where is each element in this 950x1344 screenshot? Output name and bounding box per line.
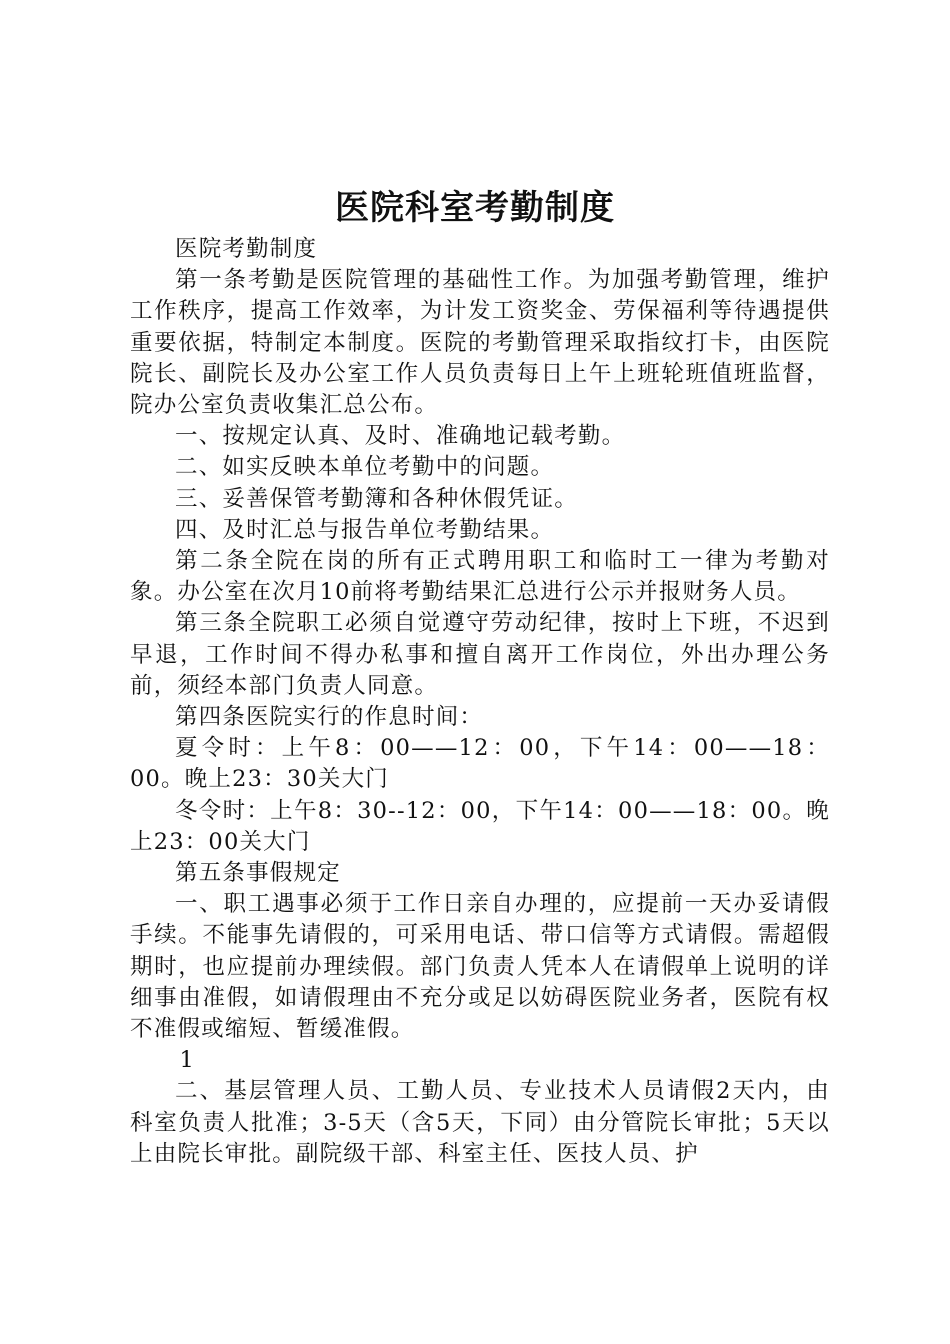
paragraph-subtitle: 医院考勤制度	[175, 236, 318, 262]
paragraph-summer-schedule: 夏令时：上午8：00——12：00，下午14：00——18：00。晚上23：30关大门	[130, 735, 830, 793]
paragraph-item-1: 一、按规定认真、及时、准确地记载考勤。	[175, 423, 626, 450]
paragraph-leave-rule-1: 一、职工遇事必须于工作日亲自办理的，应提前一天办妥请假手续。不能事先请假的，可采用电话、带口信等方式请假。需超假期时，也应提前办理续假。部门负责人凭本人在请假单上说明的详细事由准假，如请假理由不充分或足以妨碍医院业务者，医院有权不准假或缩短、暂缓准假。	[130, 891, 830, 1043]
document-body	[130, 234, 830, 1170]
page-number: 1	[179, 1047, 196, 1074]
paragraph-item-3: 三、妥善保管考勤簿和各种休假凭证。	[175, 485, 578, 512]
paragraph-article-3: 第三条全院职工必须自觉遵守劳动纪律，按时上下班，不迟到早退，工作时间不得办私事和擅自离开工作岗位，外出办理公务前，须经本部门负责人同意。	[130, 610, 830, 699]
paragraph-leave-rule-2: 二、基层管理人员、工勤人员、专业技术人员请假2天内，由科室负责人批准；3-5天（含5天，下同）由分管院长审批；5天以上由院长审批。副院级干部、科室主任、医技人员、护	[130, 1078, 830, 1167]
paragraph-article-4: 第四条医院实行的作息时间：	[175, 704, 484, 731]
paragraph-winter-schedule: 冬令时：上午8：30--12：00，下午14：00——18：00。晚上23：00关大门	[130, 797, 830, 855]
document-title: 医院科室考勤制度	[335, 188, 615, 228]
paragraph-article-2: 第二条全院在岗的所有正式聘用职工和临时工一律为考勤对象。办公室在次月10前将考勤结果汇总进行公示并报财务人员。	[130, 548, 830, 606]
paragraph-item-2: 二、如实反映本单位考勤中的问题。	[175, 454, 555, 481]
paragraph-article-1: 第一条考勤是医院管理的基础性工作。为加强考勤管理，维护工作秩序，提高工作效率，为计发工资奖金、劳保福利等待遇提供重要依据，特制定本制度。医院的考勤管理采取指纹打卡，由医院院长、副院长及办公室工作人员负责每日上午上班轮班值班监督，院办公室负责收集汇总公布。	[130, 267, 830, 419]
paragraph-article-5: 第五条事假规定	[175, 860, 341, 887]
paragraph-item-4: 四、及时汇总与报告单位考勤结果。	[175, 516, 555, 543]
